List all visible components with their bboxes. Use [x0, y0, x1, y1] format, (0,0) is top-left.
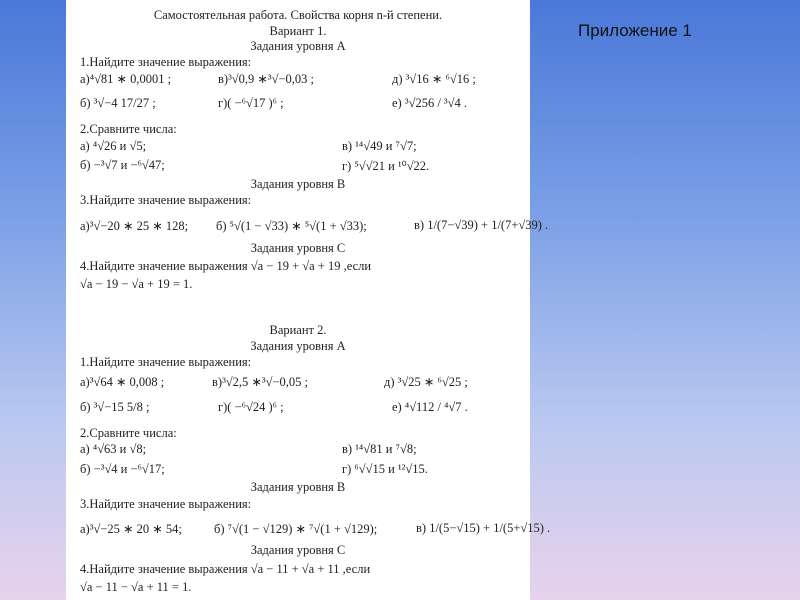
- v1-task-1v: в)³√0,9 ∗³√−0,03 ;: [218, 72, 315, 86]
- v1-task-3: 3.Найдите значение выражения:: [80, 193, 252, 207]
- v1-task-1a: а)⁴√81 ∗ 0,0001 ;: [80, 72, 172, 86]
- v2-level-c-header: Задания уровня С: [250, 543, 346, 557]
- v1-task-1d: д) ³√16 ∗ ⁶√16 ;: [392, 72, 476, 86]
- v1-level-c-header: Задания уровня С: [250, 241, 346, 255]
- v1-task-3a: а)³√−20 ∗ 25 ∗ 128;: [80, 219, 189, 233]
- v2-level-b-header: Задания уровня В: [250, 480, 346, 494]
- v1-task-2a: а) ⁴√26 и √5;: [80, 139, 147, 153]
- v2-task-2b: б) −³√4 и −⁶√17;: [80, 462, 165, 476]
- v2-task-4: 4.Найдите значение выражения √a − 11 + √a + 11 ,если: [80, 562, 371, 576]
- variant-1-header: Вариант 1.: [269, 24, 327, 38]
- v2-task-2a: а) ⁴√63 и √8;: [80, 442, 147, 456]
- v1-task-2: 2.Сравните числа:: [80, 122, 177, 136]
- v1-task-2b: б) −³√7 и −⁶√47;: [80, 158, 165, 172]
- v2-task-3v: в) 1/(5−√15) + 1/(5+√15) .: [416, 521, 551, 535]
- variant-2-header: Вариант 2.: [269, 323, 327, 337]
- v1-task-1: 1.Найдите значение выражения:: [80, 55, 252, 69]
- v2-task-3b: б) ⁷√(1 − √129) ∗ ⁷√(1 + √129);: [214, 522, 378, 536]
- v1-task-4-condition: √a − 19 − √a + 19 = 1.: [80, 277, 193, 291]
- attachment-label: Приложение 1: [578, 21, 692, 40]
- v2-task-3a: а)³√−25 ∗ 20 ∗ 54;: [80, 522, 182, 536]
- v2-task-1v: в)³√2,5 ∗³√−0,05 ;: [212, 375, 309, 389]
- v2-task-2v: в) ¹⁴√81 и ⁷√8;: [342, 442, 417, 456]
- v1-task-1b: б) ³√−4 17/27 ;: [80, 96, 156, 110]
- v2-task-1a: а)³√64 ∗ 0,008 ;: [80, 375, 165, 389]
- v1-task-4: 4.Найдите значение выражения √a − 19 + √a + 19 ,если: [80, 259, 372, 273]
- worksheet-page: [66, 0, 551, 600]
- worksheet-title: Самостоятельная работа. Свойства корня n-й степени.: [153, 8, 443, 22]
- v1-task-3v: в) 1/(7−√39) + 1/(7+√39) .: [414, 218, 549, 232]
- v2-task-1g: г)( −⁶√24 )⁶ ;: [218, 400, 284, 414]
- v2-task-1d: д) ³√25 ∗ ⁶√25 ;: [384, 375, 468, 389]
- v2-task-1e: е) ⁴√112 / ⁴√7 .: [392, 400, 468, 414]
- v2-task-4-condition: √a − 11 − √a + 11 = 1.: [80, 580, 192, 594]
- v1-task-1g: г)( −⁶√17 )⁶ ;: [218, 96, 284, 110]
- v1-level-b-header: Задания уровня В: [250, 177, 346, 191]
- v2-task-3: 3.Найдите значение выражения:: [80, 497, 252, 511]
- v1-task-2v: в) ¹⁴√49 и ⁷√7;: [342, 139, 417, 153]
- v2-task-1: 1.Найдите значение выражения:: [80, 355, 252, 369]
- v2-level-a-header: Задания уровня А: [250, 339, 346, 353]
- v1-level-a-header: Задания уровня А: [250, 39, 346, 53]
- v2-task-1b: б) ³√−15 5/8 ;: [80, 400, 150, 414]
- v1-task-1e: е) ³√256 / ³√4 .: [392, 96, 468, 110]
- v1-task-3b: б) ⁵√(1 − √33) ∗ ⁵√(1 + √33);: [216, 219, 367, 233]
- v2-task-2: 2.Сравните числа:: [80, 426, 177, 440]
- v1-task-2g: г) ⁵√√21 и ¹⁰√22.: [342, 159, 430, 173]
- v2-task-2g: г) ⁶√√15 и ¹²√15.: [342, 462, 428, 476]
